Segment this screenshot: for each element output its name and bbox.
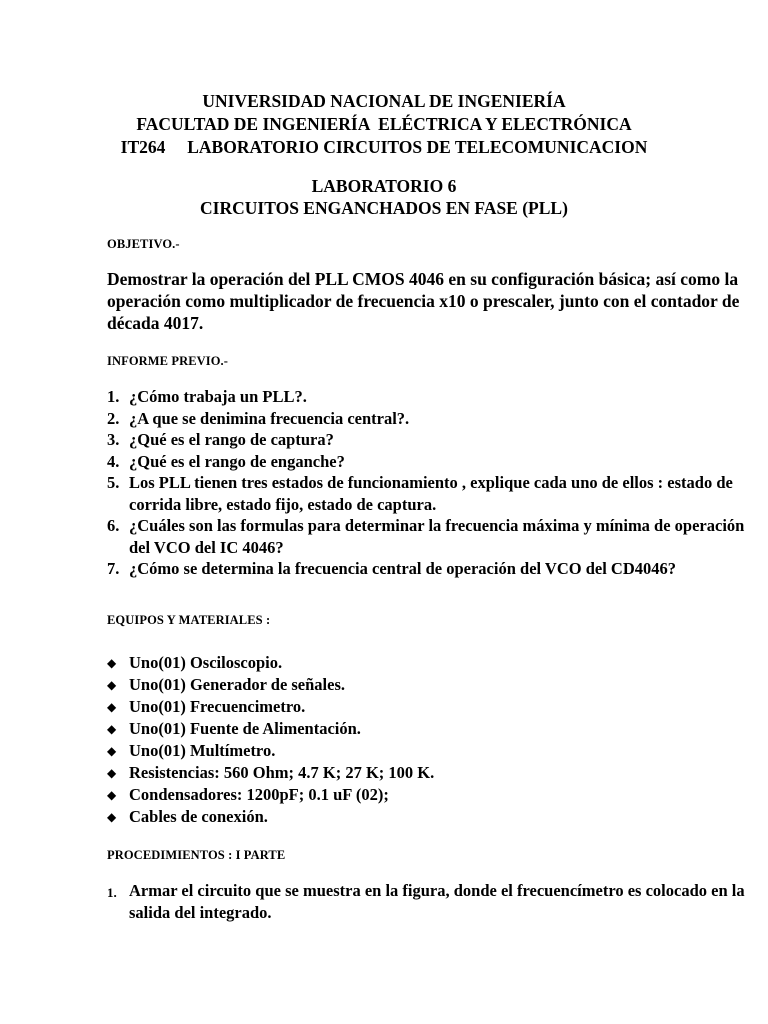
objective-text: Demostrar la operación del PLL CMOS 4046 en su configuración básica; así como la operación como multiplicador de frecuencia x10 o prescaler, junto con el contador de década 4017. xyxy=(107,269,740,333)
item-number: 7. xyxy=(107,559,120,578)
lab-title: CIRCUITOS ENGANCHADOS EN FASE (PLL) xyxy=(200,198,568,218)
item-number: 5. xyxy=(107,473,120,492)
item-text: Condensadores: 1200pF; 0.1 uF (02); xyxy=(129,785,389,804)
item-text: ¿Qué es el rango de captura? xyxy=(129,430,334,449)
item-text: ¿Cómo trabaja un PLL?. xyxy=(129,387,307,406)
item-number: 3. xyxy=(107,430,120,449)
list-item xyxy=(107,806,747,828)
item-text: ¿Qué es el rango de enganche? xyxy=(129,451,345,471)
diamond-bullet-icon: ◆ xyxy=(107,744,117,758)
item-text: Cables de conexión. xyxy=(129,807,268,826)
list-item xyxy=(107,652,747,674)
diamond-bullet-icon: ◆ xyxy=(107,722,117,736)
list-item xyxy=(107,429,747,451)
item-text: ¿A que se denimina frecuencia central?. xyxy=(129,408,410,428)
list-item xyxy=(107,408,747,430)
list-item xyxy=(107,472,747,515)
list-item xyxy=(107,674,747,696)
lab-heading xyxy=(0,175,768,219)
item-number: 1. xyxy=(107,387,120,406)
step-text: Armar el circuito que se muestra en la figura, donde el frecuencímetro es colocado en la salida del integrado. xyxy=(129,881,745,922)
informe-previo-list xyxy=(107,386,747,580)
item-text: Uno(01) Osciloscopio. xyxy=(129,653,283,672)
item-number: 4. xyxy=(107,451,120,471)
list-item xyxy=(107,451,747,473)
diamond-bullet-icon: ◆ xyxy=(107,678,117,692)
list-item xyxy=(107,784,747,806)
document-header xyxy=(0,90,768,159)
list-item xyxy=(107,558,747,580)
item-number: 6. xyxy=(107,516,120,535)
item-text: Uno(01) Fuente de Alimentación. xyxy=(129,719,361,738)
list-item xyxy=(107,386,747,408)
list-item xyxy=(107,740,747,762)
list-item xyxy=(107,696,747,718)
diamond-bullet-icon: ◆ xyxy=(107,766,117,780)
item-text: Uno(01) Generador de señales. xyxy=(129,675,346,694)
diamond-bullet-icon: ◆ xyxy=(107,788,117,802)
diamond-bullet-icon: ◆ xyxy=(107,810,117,824)
equipos-label: EQUIPOS Y MATERIALES : xyxy=(107,613,271,627)
step-number: 1. xyxy=(107,885,117,900)
diamond-bullet-icon: ◆ xyxy=(107,700,117,714)
item-text: Uno(01) Frecuencimetro. xyxy=(129,697,306,716)
diamond-bullet-icon: ◆ xyxy=(107,656,117,670)
procedimientos-label: PROCEDIMIENTOS : I PARTE xyxy=(107,848,286,862)
list-item xyxy=(107,515,747,558)
item-text: Resistencias: 560 Ohm; 4.7 K; 27 K; 100 K. xyxy=(129,763,435,782)
list-item xyxy=(107,718,747,740)
item-text: ¿Cuáles son las formulas para determinar la frecuencia máxima y mínima de operación del VCO del IC 4046? xyxy=(129,516,745,557)
lab-number: LABORATORIO 6 xyxy=(311,176,457,196)
item-text: Uno(01) Multímetro. xyxy=(129,741,276,760)
equipos-list xyxy=(107,652,747,828)
informe-previo-label: INFORME PREVIO.- xyxy=(107,354,229,368)
list-item xyxy=(107,762,747,784)
course-name: IT264 LABORATORIO CIRCUITOS DE TELECOMUNICACION xyxy=(120,137,648,157)
procedure-step xyxy=(107,880,747,923)
item-number: 2. xyxy=(107,408,120,428)
university-name: UNIVERSIDAD NACIONAL DE INGENIERÍA xyxy=(202,91,566,111)
item-text: Los PLL tienen tres estados de funcionamiento , explique cada uno de ellos : estado de corrida libre, estado fijo, estado de captura. xyxy=(129,473,733,514)
objective-label: OBJETIVO.- xyxy=(107,237,180,251)
faculty-name: FACULTAD DE INGENIERÍA ELÉCTRICA Y ELECTRÓNICA xyxy=(136,114,632,134)
item-text: ¿Cómo se determina la frecuencia central de operación del VCO del CD4046? xyxy=(129,559,677,578)
